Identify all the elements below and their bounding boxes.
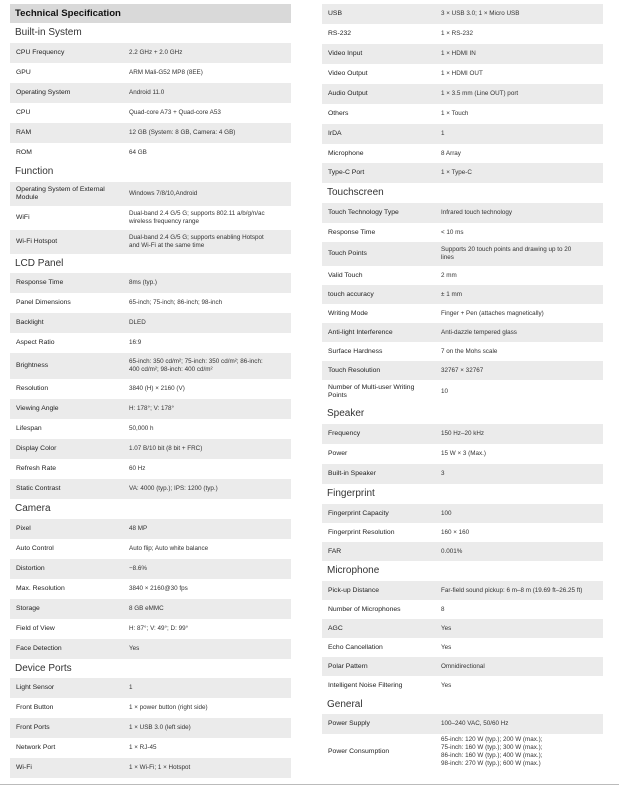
spec-value-line: Far-field sound pickup: 6 m–8 m (19.69 ft–26.25 ft) (441, 586, 583, 594)
spec-key: Display Color (16, 445, 57, 452)
spec-value-line: 0.001% (441, 547, 463, 555)
spec-value-line: 16:9 (129, 339, 142, 346)
spec-value-line: 12 GB (System: 8 GB, Camera: 4 GB) (129, 129, 236, 136)
spec-row (322, 163, 603, 183)
spec-key: Pick-up Distance (328, 586, 379, 594)
spec-key: Field of View (16, 625, 55, 632)
spec-key: Network Port (16, 744, 56, 751)
spec-row (322, 504, 603, 523)
spec-value (435, 90, 603, 98)
spec-value (123, 724, 291, 732)
spec-value (435, 110, 603, 118)
spec-value-line: Dual-band 2.4 G/5 G; supports enabling Hotspot (129, 234, 264, 241)
spec-key: Echo Cancellation (328, 643, 383, 651)
spec-key: Number of Multi-user Writing Points (328, 384, 415, 399)
spec-key: Surface Hardness (328, 347, 383, 355)
spec-value (123, 210, 291, 226)
spec-value (435, 70, 603, 78)
spec-row (10, 399, 291, 419)
spec-value-line: Yes (441, 643, 452, 651)
spec-value-line: −8.6% (129, 565, 148, 572)
spec-value-line: Yes (441, 681, 452, 689)
spec-key: Panel Dimensions (16, 299, 71, 306)
spec-row (322, 342, 603, 361)
spec-row (10, 619, 291, 639)
spec-row (322, 203, 603, 223)
spec-value (435, 329, 603, 337)
spec-value (435, 348, 603, 356)
spec-value-line: Yes (129, 645, 140, 652)
left-column (10, 4, 291, 778)
spec-value-line: Supports 20 touch points and drawing up to 20 (441, 246, 572, 253)
spec-value-line: 8ms (typ.) (129, 279, 157, 286)
spec-value (435, 246, 603, 262)
spec-value-line: Infrared touch technology (441, 209, 513, 216)
spec-row (10, 313, 291, 333)
spec-value-line: 1 × USB 3.0 (left side) (129, 724, 191, 731)
spec-value (435, 682, 603, 690)
spec-row (322, 242, 603, 266)
spec-key: Static Contrast (16, 485, 61, 492)
spec-key: Operating System (16, 89, 71, 96)
spec-row (10, 559, 291, 579)
section-heading-general: General (327, 699, 363, 710)
spec-row (10, 182, 291, 206)
spec-value-line: 3 × USB 3.0; 1 × Micro USB (441, 10, 520, 17)
spec-row (322, 84, 603, 104)
spec-key: Face Detection (16, 645, 62, 652)
spec-row (10, 206, 291, 230)
spec-value-line: lines (441, 254, 454, 261)
spec-value-line: 3 (441, 470, 445, 477)
spec-row (322, 144, 603, 163)
spec-value-line: 1 × HDMI OUT (441, 70, 483, 77)
spec-row (10, 579, 291, 599)
spec-key: Others (328, 110, 349, 117)
spec-row (10, 273, 291, 293)
spec-value (123, 385, 291, 393)
spec-key: Front Button (16, 704, 54, 711)
spec-key: AGC (328, 624, 343, 632)
spec-key: Power Supply (328, 720, 370, 727)
spec-value-line: 160 × 160 (441, 528, 470, 536)
spec-value-line: 150 Hz–20 kHz (441, 430, 485, 437)
spec-row (322, 424, 603, 444)
spec-value (123, 319, 291, 327)
spec-row (322, 104, 603, 124)
spec-value (435, 130, 603, 138)
spec-value (123, 465, 291, 473)
spec-value-line: 3840 (H) × 2160 (V) (129, 385, 185, 392)
spec-value (123, 744, 291, 752)
spec-key: FAR (328, 547, 342, 555)
spec-value (435, 644, 603, 652)
spec-row (322, 4, 603, 24)
spec-row (322, 323, 603, 342)
spec-value-line: 7 on the Mohs scale (441, 347, 498, 355)
spec-value-line: 1.07 B/10 bit (8 bit + FRC) (129, 445, 203, 452)
spec-key: Power (328, 450, 348, 457)
spec-value-line: Dual-band 2.4 G/5 G; supports 802.11 a/b/g/n/ac (129, 210, 265, 217)
spec-row (322, 657, 603, 676)
spec-value-line: DLED (129, 319, 146, 326)
spec-value-line: 3840 × 2160@30 fps (129, 585, 188, 592)
spec-value (435, 30, 603, 38)
spec-value (435, 150, 603, 158)
spec-key: Type-C Port (328, 169, 365, 176)
spec-value (123, 525, 291, 533)
spec-row (322, 638, 603, 657)
spec-key: ROM (16, 148, 32, 156)
spec-row (10, 63, 291, 83)
spec-row (10, 143, 291, 162)
spec-row (10, 43, 291, 63)
spec-row (322, 223, 603, 242)
spec-key: Storage (16, 605, 40, 612)
spec-key: Response Time (16, 279, 64, 286)
section-heading-touchscreen: Touchscreen (327, 187, 384, 198)
spec-value-line: Finger + Pen (attaches magnetically) (441, 309, 544, 317)
spec-key: Light Sensor (16, 684, 55, 691)
spec-row (322, 266, 603, 285)
section-heading-camera: Camera (15, 503, 51, 514)
spec-key: GPU (16, 69, 31, 76)
spec-value (435, 548, 603, 556)
spec-value-line: Quad-core A73 + Quad-core A53 (129, 109, 221, 116)
spec-value-line: 60 Hz (129, 465, 146, 472)
spec-row (10, 230, 291, 254)
spec-row (10, 758, 291, 778)
spec-value-line: ± 1 mm (441, 290, 462, 298)
spec-value (435, 450, 603, 458)
spec-value (435, 291, 603, 299)
spec-row (322, 734, 603, 770)
spec-row (322, 714, 603, 734)
spec-row (322, 24, 603, 44)
spec-value (123, 279, 291, 287)
spec-value-line: 400 cd/m²; 98-inch: 400 cd/m² (129, 366, 213, 373)
spec-value (123, 764, 291, 772)
spec-key: WiFi (16, 214, 30, 221)
spec-key: Response Time (328, 228, 376, 236)
spec-value (123, 684, 291, 692)
spec-value-line: 1 × RJ-45 (129, 744, 157, 751)
spec-row (10, 459, 291, 479)
spec-key: Brightness (16, 362, 49, 369)
spec-key: Number of Microphones (328, 605, 401, 613)
spec-value (435, 736, 603, 768)
section-heading-microphone: Microphone (327, 565, 380, 576)
spec-row (322, 64, 603, 84)
spec-row (10, 539, 291, 559)
spec-key: Built-in Speaker (328, 470, 376, 477)
spec-value (123, 190, 291, 198)
spec-row (322, 619, 603, 638)
spec-value-line: 100 (441, 509, 452, 517)
spec-row (10, 333, 291, 353)
spec-row (322, 523, 603, 542)
spec-key: Valid Touch (328, 271, 363, 279)
spec-value (435, 606, 603, 614)
spec-row (10, 718, 291, 738)
spec-value (435, 169, 603, 177)
spec-key: Touch Technology Type (328, 209, 399, 216)
spec-value (123, 405, 291, 413)
spec-value-line: 50,000 h (129, 425, 154, 432)
spec-key: Microphone (328, 149, 364, 157)
spec-row (322, 542, 603, 561)
spec-key: CPU (16, 109, 31, 116)
spec-row (322, 444, 603, 464)
spec-row (322, 581, 603, 600)
spec-value-line: 75-inch: 160 W (typ.); 300 W (max.); (441, 744, 543, 751)
spec-row (322, 304, 603, 323)
spec-value-line: 8 (441, 605, 445, 613)
spec-value-line: 86-inch: 160 W (typ.); 400 W (max.); (441, 752, 543, 759)
spec-value (123, 565, 291, 573)
spec-row (322, 361, 603, 380)
spec-value-line: 2.2 GHz + 2.0 GHz (129, 49, 183, 56)
spec-value-line: Yes (441, 624, 452, 632)
spec-value-line: 1 (441, 130, 445, 137)
spec-value (435, 50, 603, 58)
spec-value-line: 1 × power button (right side) (129, 704, 208, 711)
spec-value (123, 645, 291, 653)
spec-value-line: 10 (441, 388, 449, 395)
spec-value-line: 1 × HDMI IN (441, 50, 476, 57)
spec-value-line: 100–240 VAC, 50/60 Hz (441, 720, 509, 727)
spec-value (435, 663, 603, 671)
spec-value-line: 2 mm (441, 271, 457, 279)
spec-key: Pixel (16, 525, 31, 532)
spec-key: Lifespan (16, 425, 42, 432)
spec-key: CPU Frequency (16, 49, 65, 56)
spec-key: Backlight (16, 319, 44, 326)
spec-row (10, 379, 291, 399)
spec-key: Auto Control (16, 545, 54, 552)
spec-value-line: 64 GB (129, 148, 147, 156)
right-column (322, 4, 603, 770)
spec-value-line: ARM Mali-G52 MP8 (8EE) (129, 69, 203, 76)
page-bottom-divider (0, 784, 619, 785)
spec-value-line: 15 W × 3 (Max.) (441, 450, 486, 457)
spec-value (435, 430, 603, 438)
spec-value (123, 605, 291, 613)
spec-row (10, 83, 291, 103)
spec-value-line: 1 × 3.5 mm (Line OUT) port (441, 90, 519, 97)
spec-value-line: wireless frequency range (129, 218, 200, 225)
spec-key: Max. Resolution (16, 585, 65, 592)
spec-key: Touch Resolution (328, 366, 381, 374)
spec-row (322, 124, 603, 144)
spec-value (123, 89, 291, 97)
spec-key: Fingerprint Capacity (328, 509, 389, 517)
spec-key: Operating System of External Module (16, 186, 105, 201)
spec-key: Touch Points (328, 250, 367, 257)
spec-value (435, 229, 603, 237)
spec-value (435, 272, 603, 280)
spec-key: Anti-light Interference (328, 328, 393, 336)
spec-value (123, 358, 291, 374)
spec-key: Refresh Rate (16, 465, 57, 472)
spec-value-line: 1 (129, 684, 133, 691)
spec-value (435, 529, 603, 537)
spec-value (123, 545, 291, 553)
spec-key: Aspect Ratio (16, 339, 55, 346)
spec-value-line: 65-inch: 350 cd/m²; 75-inch: 350 cd/m²; 86-inch: (129, 358, 263, 365)
spec-value-line: VA: 4000 (typ.); IPS: 1200 (typ.) (129, 485, 218, 492)
spec-value-line: Windows 7/8/10,Android (129, 190, 198, 197)
spec-key: Writing Mode (328, 309, 368, 317)
spec-value (123, 149, 291, 157)
spec-key: Viewing Angle (16, 405, 59, 412)
spec-row (322, 464, 603, 484)
spec-key: RAM (16, 129, 32, 136)
spec-value (123, 109, 291, 117)
spec-value (435, 310, 603, 318)
spec-value (435, 625, 603, 633)
spec-value-line: 8 Array (441, 149, 461, 157)
spec-row (10, 599, 291, 619)
page-title: Technical Specification (10, 4, 291, 23)
section-heading-speaker: Speaker (327, 408, 365, 419)
spec-value (123, 485, 291, 493)
spec-value (123, 425, 291, 433)
spec-key: USB (328, 10, 342, 17)
spec-row (10, 479, 291, 499)
spec-key: Polar Pattern (328, 662, 368, 670)
spec-value-line: Anti-dazzle tempered glass (441, 328, 517, 336)
spec-value-line: < 10 ms (441, 228, 464, 236)
spec-row (10, 639, 291, 659)
spec-row (10, 439, 291, 459)
spec-value (435, 510, 603, 518)
spec-row (322, 676, 603, 695)
spec-value (435, 587, 603, 595)
spec-key: touch accuracy (328, 290, 374, 298)
section-heading-device-ports: Device Ports (15, 663, 72, 674)
spec-row (10, 419, 291, 439)
spec-value (123, 49, 291, 57)
spec-value-line: 65-inch: 120 W (typ.); 200 W (max.); (441, 736, 543, 743)
spec-key: Fingerprint Resolution (328, 528, 395, 536)
spec-value-line: and Wi-Fi at the same time (129, 242, 205, 249)
spec-row (322, 380, 603, 404)
spec-value-line: H: 178°; V: 178° (129, 405, 175, 412)
spec-value (435, 470, 603, 478)
spec-value-line: 98-inch: 270 W (typ.); 600 W (max.) (441, 760, 541, 767)
spec-value (435, 388, 603, 396)
spec-value-line: 8 GB eMMC (129, 605, 164, 612)
spec-value (123, 704, 291, 712)
spec-key: Video Input (328, 50, 363, 57)
spec-key: Intelligent Noise Filtering (328, 681, 403, 689)
spec-value-line: 1 × Type-C (441, 169, 472, 176)
spec-row (322, 44, 603, 64)
spec-row (10, 103, 291, 123)
spec-key: Video Output (328, 70, 368, 77)
spec-value (435, 720, 603, 728)
spec-value-line: Android 11.0 (129, 89, 165, 96)
spec-value-line: Omnidirectional (441, 662, 485, 670)
spec-key: Audio Output (328, 90, 368, 97)
spec-value (123, 69, 291, 77)
spec-value-line: 1 × Touch (441, 110, 469, 117)
spec-row (10, 293, 291, 313)
spec-value-line: 65-inch; 75-inch; 86-inch; 98-inch (129, 299, 223, 306)
spec-value-line: 48 MP (129, 525, 148, 532)
spec-value-line: 1 × Wi-Fi; 1 × Hotspot (129, 764, 191, 771)
spec-row (10, 678, 291, 698)
spec-key: Resolution (16, 385, 49, 392)
spec-key: Wi-Fi (16, 764, 32, 771)
spec-row (10, 698, 291, 718)
spec-value-line: Auto flip; Auto white balance (129, 545, 209, 552)
spec-key: Front Ports (16, 724, 50, 731)
spec-row (322, 285, 603, 304)
spec-key: Frequency (328, 430, 361, 437)
spec-value-line: 32767 × 32767 (441, 366, 484, 374)
spec-value (123, 585, 291, 593)
spec-value (123, 129, 291, 137)
spec-value (435, 10, 603, 18)
spec-key: Distortion (16, 565, 45, 572)
spec-row (10, 738, 291, 758)
spec-value-line: 1 × RS-232 (441, 30, 474, 37)
spec-value (435, 209, 603, 217)
spec-key: Power Consumption (328, 748, 390, 755)
spec-row (10, 123, 291, 143)
spec-value (123, 445, 291, 453)
spec-row (10, 519, 291, 539)
section-heading-lcd-panel: LCD Panel (15, 258, 64, 269)
spec-value (435, 367, 603, 375)
section-heading-fingerprint: Fingerprint (327, 488, 375, 499)
spec-key: RS-232 (328, 30, 352, 37)
spec-row (322, 600, 603, 619)
spec-key: IrDA (328, 130, 342, 137)
spec-value (123, 339, 291, 347)
section-heading-built-in-system: Built-in System (15, 27, 82, 38)
spec-value (123, 625, 291, 633)
spec-key: Wi-Fi Hotspot (16, 238, 58, 245)
spec-value-line: H: 87°; V: 49°; D: 99° (129, 625, 189, 632)
section-heading-function: Function (15, 166, 54, 177)
spec-row (10, 353, 291, 379)
spec-value (123, 299, 291, 307)
spec-value (123, 234, 291, 250)
